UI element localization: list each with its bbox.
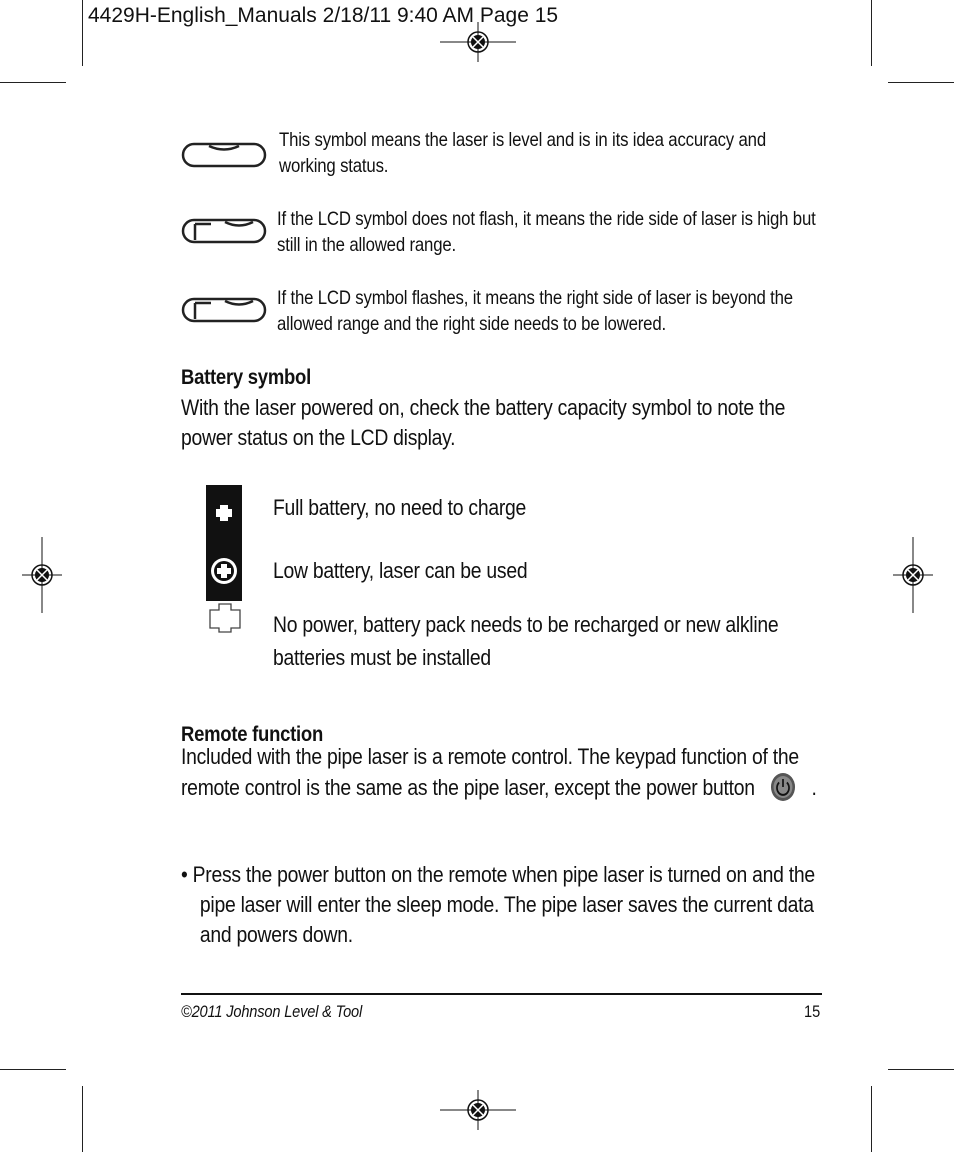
level-symbol-text-2: If the LCD symbol does not flash, it means the ride side of laser is high but still in the allowed range. [277, 208, 816, 256]
level-vial-centered-icon [181, 140, 267, 170]
battery-intro: With the laser powered on, check the battery capacity symbol to note the power status on the LCD display. [181, 395, 786, 450]
level-symbol-text-1: This symbol means the laser is level and is in its idea accuracy and working status. [279, 129, 766, 177]
registration-mark-icon [438, 20, 518, 64]
footer-divider [181, 993, 822, 995]
battery-empty-icon [208, 602, 242, 634]
remote-heading: Remote function [181, 722, 323, 746]
battery-heading: Battery symbol [181, 365, 311, 389]
level-vial-right-high-icon [181, 295, 267, 325]
battery-low-icon [206, 543, 242, 601]
battery-full-icon [206, 485, 242, 543]
remote-bullet: • Press the power button on the remote when pipe laser is turned on and the pipe laser will enter the sleep mode. The pipe laser saves the current data and powers down. [181, 862, 815, 947]
level-vial-right-high-icon [181, 216, 267, 246]
battery-low-text: Low battery, laser can be used [273, 558, 528, 583]
page-number: 15 [804, 1002, 821, 1021]
registration-mark-icon [20, 535, 64, 615]
footer-copyright: ©2011 Johnson Level & Tool [181, 1002, 363, 1021]
print-slug: 4429H-English_Manuals 2/18/11 9:40 AM Page 15 [88, 4, 559, 27]
remote-intro [181, 742, 822, 810]
registration-mark-icon [438, 1088, 518, 1132]
remote-intro-end: . [811, 775, 817, 800]
power-button-icon [769, 772, 798, 810]
battery-empty-text: No power, battery pack needs to be recharged or new alkline batteries must be installed [273, 612, 779, 670]
registration-mark-icon [891, 535, 935, 615]
remote-intro-text: Included with the pipe laser is a remote control. The keypad function of the remote control is the same as the pipe laser, except the power button [181, 744, 799, 800]
battery-full-text: Full battery, no need to charge [273, 495, 527, 520]
level-symbol-text-3: If the LCD symbol flashes, it means the right side of laser is beyond the allowed range and the right side needs to be lowered. [277, 287, 793, 335]
